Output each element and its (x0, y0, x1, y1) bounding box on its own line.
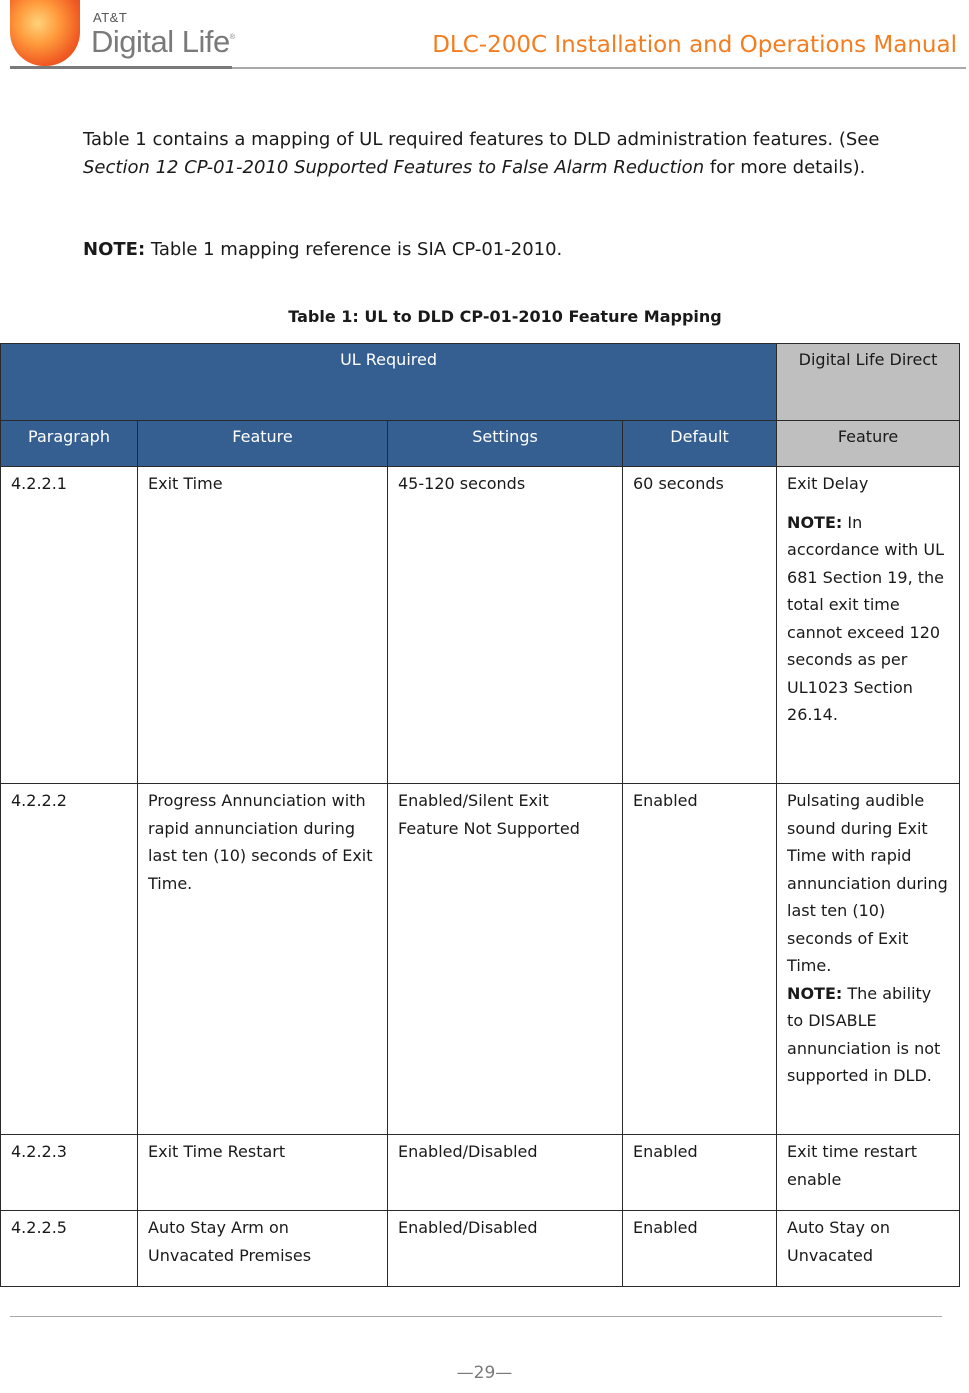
cell-paragraph: 4.2.2.1 (11, 474, 67, 493)
ul-required-header: UL Required (1, 344, 777, 421)
table-caption: Table 1: UL to DLD CP-01-2010 Feature Mapping (288, 307, 722, 326)
header-divider-accent (10, 66, 232, 69)
note-label: NOTE: (83, 239, 146, 260)
cell-default: 60 seconds (633, 474, 724, 493)
cell-feature: Exit Time Restart (148, 1142, 286, 1161)
note-text: Table 1 mapping reference is SIA CP-01-2010. (145, 239, 563, 260)
intro-note (83, 236, 562, 264)
table-row (1, 467, 960, 784)
cell-settings: Enabled/Disabled (398, 1142, 538, 1161)
brand-large: Digital Life® (91, 24, 235, 59)
page-number: —29— (456, 1363, 513, 1383)
column-header-feature: Feature (138, 421, 388, 467)
cell-dld-feature: Exit Delay NOTE: In accordance with UL 681 Section 19, the total exit time cannot exceed 120 seconds as per UL1023 Section 26.14. (787, 474, 945, 724)
column-header-settings: Settings (388, 421, 623, 467)
cell-dld-feature: Pulsating audible sound during Exit Time with rapid annunciation during last ten (10) seconds of Exit Time. NOTE: The ability to DISABLE annunciation is not supported in DLD. (787, 791, 948, 1085)
column-header-default: Default (623, 421, 777, 467)
cell-feature: Exit Time (148, 474, 223, 493)
cell-paragraph: 4.2.2.3 (11, 1142, 67, 1161)
cell-paragraph: 4.2.2.2 (11, 791, 67, 810)
footer-divider (10, 1316, 942, 1317)
brand-small: AT&T (93, 10, 128, 25)
cell-default: Enabled (633, 1218, 698, 1237)
cell-paragraph: 4.2.2.5 (11, 1218, 67, 1237)
table-row (1, 784, 960, 1135)
cell-dld-feature: Auto Stay on Unvacated (787, 1218, 890, 1265)
cell-dld-feature: Exit time restart enable (787, 1142, 917, 1189)
cell-default: Enabled (633, 1142, 698, 1161)
column-header-dld-feature: Feature (777, 421, 960, 467)
cell-settings: Enabled/Disabled (398, 1218, 538, 1237)
page-header (0, 0, 969, 72)
cell-settings: 45-120 seconds (398, 474, 526, 493)
cell-feature: Auto Stay Arm on Unvacated Premises (148, 1218, 312, 1265)
cell-default: Enabled (633, 791, 698, 810)
table-row (1, 1211, 960, 1287)
dld-header: Digital Life Direct (777, 344, 960, 421)
manual-title: DLC-200C Installation and Operations Manual (432, 32, 957, 58)
cell-feature: Progress Annunciation with rapid annunciation during last ten (10) seconds of Exit Time. (148, 791, 373, 893)
column-header-paragraph: Paragraph (1, 421, 138, 467)
att-globe-logo-icon (10, 0, 80, 66)
cell-settings: Enabled/Silent Exit Feature Not Supported (398, 791, 580, 838)
section-reference: Section 12 CP-01-2010 Supported Features to False Alarm Reduction (83, 157, 705, 178)
feature-mapping-table (0, 343, 960, 1287)
intro-paragraph: Table 1 contains a mapping of UL required features to DLD administration features. (See Section 12 CP-01-2010 Supported Features to False Alarm Reduction for more details). (83, 129, 880, 178)
table-row (1, 1135, 960, 1211)
